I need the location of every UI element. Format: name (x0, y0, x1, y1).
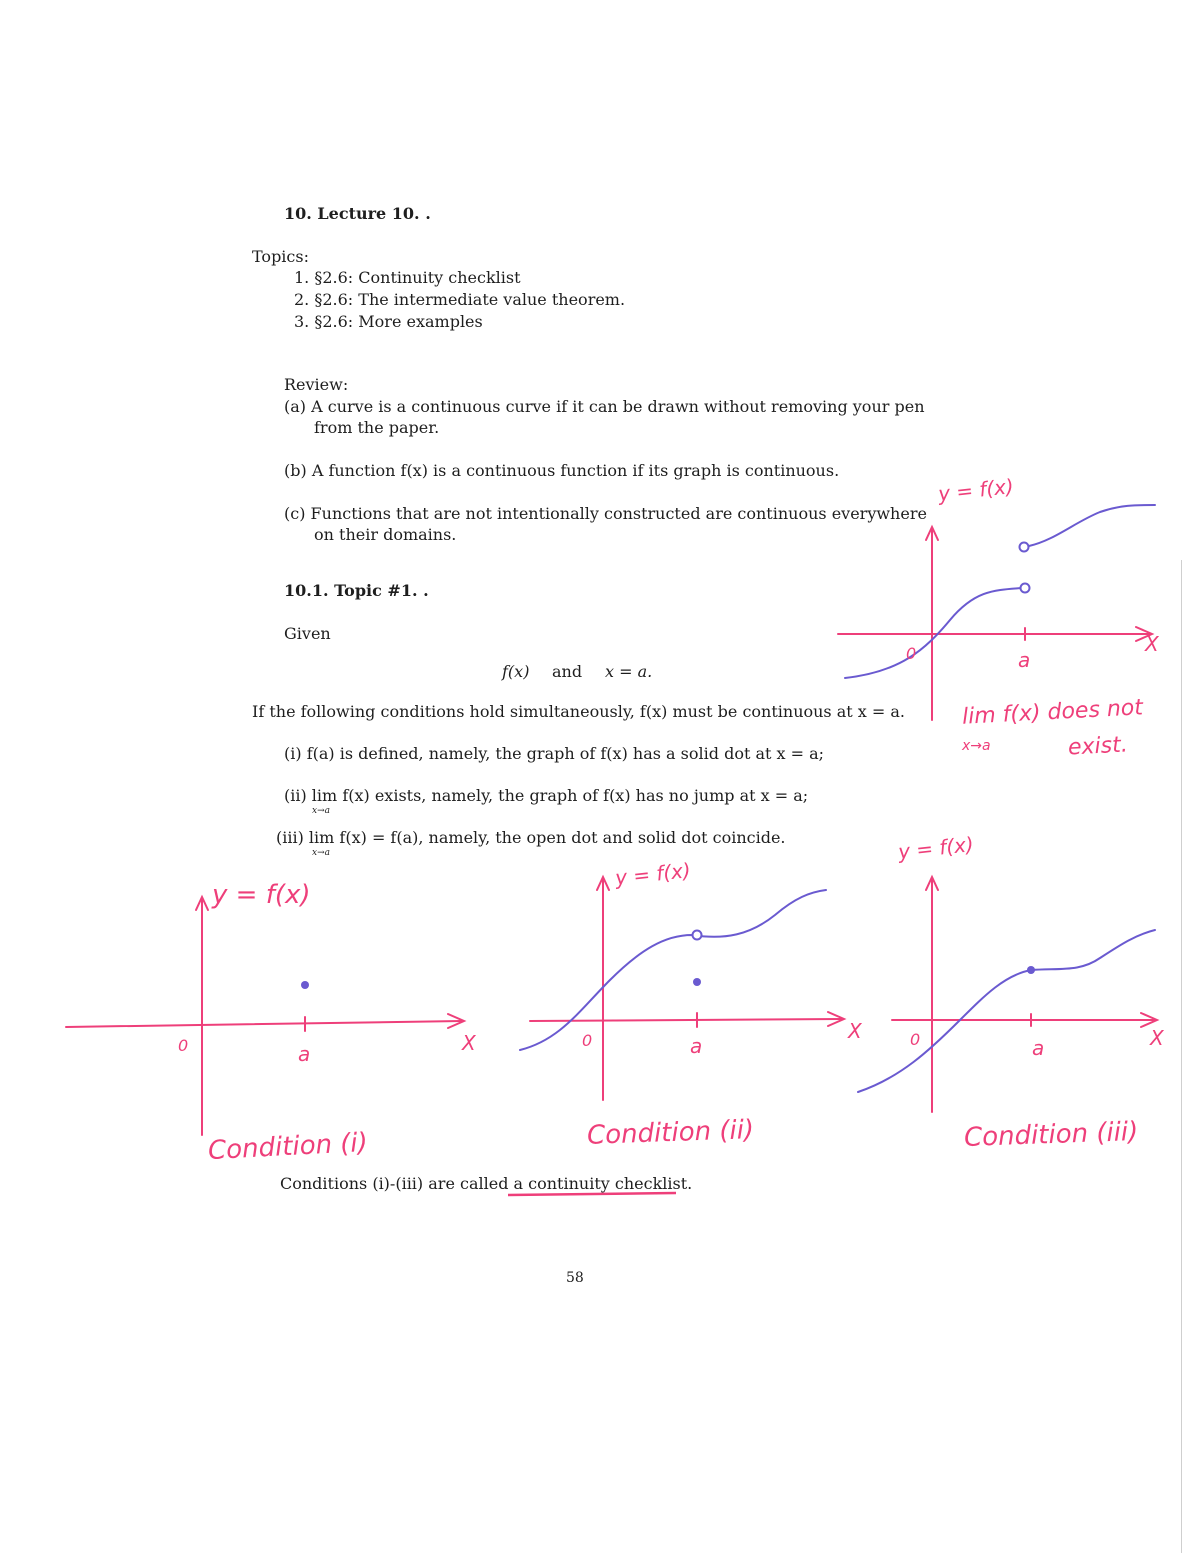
top-x-label: X (1145, 632, 1159, 656)
top-a-label: a (1018, 648, 1031, 672)
formula-f: f(x) (502, 662, 530, 681)
review-b: (b) A function f(x) is a continuous function if its graph is continuous. (284, 461, 840, 480)
condition-iii-lim: (iii) lim (276, 828, 335, 847)
summary-underline (508, 1193, 676, 1195)
g2-origin-label: 0 (582, 1031, 593, 1050)
top-upper-open-dot (1020, 543, 1029, 552)
g1-origin-label: 0 (178, 1036, 189, 1055)
g3-a-label: a (1032, 1036, 1045, 1060)
graph-condition-ii (520, 877, 844, 1100)
g2-graph-label: y = f(x) (613, 858, 692, 890)
condition-iii-subscript: x→a (312, 848, 330, 858)
top-graph (838, 505, 1155, 720)
g2-a-label: a (690, 1034, 703, 1058)
review-c-line1: (c) Functions that are not intentionally constructed are continuous everywhere (284, 504, 927, 523)
g2-curve (520, 890, 826, 1050)
review-a-line2: from the paper. (314, 418, 440, 437)
lecture-heading: 10. Lecture 10. . (284, 204, 431, 223)
conditions-intro: If the following conditions hold simultaneously, f(x) must be continuous at x = a. (252, 702, 906, 721)
lim-note-line1: lim f(x) does not (961, 695, 1144, 730)
g1-x-label: X (462, 1031, 476, 1055)
condition-ii-lim: (ii) lim (284, 786, 338, 805)
g1-graph-label: y = f(x) (212, 880, 311, 910)
review-c-line2: on their domains. (314, 525, 457, 544)
topic-item-1: 1. §2.6: Continuity checklist (294, 268, 521, 287)
top-lower-open-dot (1021, 584, 1030, 593)
summary-term: a continuity checklist. (513, 1174, 693, 1193)
lim-note-line2: exist. (1067, 732, 1129, 761)
section-title: 10.1. Topic #1. . (284, 581, 429, 600)
formula-and: and (552, 662, 583, 681)
g3-origin-label: 0 (910, 1030, 921, 1049)
given-label: Given (284, 624, 331, 643)
g2-x-label: X (848, 1019, 862, 1043)
condition-ii-body: f(x) exists, namely, the graph of f(x) has no jump at x = a; (342, 786, 809, 805)
g3-curve (858, 930, 1155, 1092)
g1-x-axis (66, 1021, 462, 1027)
condition-iii-body: f(x) = f(a), namely, the open dot and solid dot coincide. (339, 828, 786, 847)
formula-x: x = a. (605, 662, 653, 681)
g3-solid-dot (1027, 966, 1035, 974)
topics-label: Topics: (252, 247, 309, 266)
g1-caption: Condition (i) (207, 1127, 369, 1167)
review-label: Review: (284, 375, 349, 394)
condition-i: (i) f(a) is defined, namely, the graph of f(x) has a solid dot at x = a; (284, 744, 825, 763)
g3-caption: Condition (iii) (963, 1116, 1139, 1154)
top-graph-label: y = f(x) (936, 474, 1015, 506)
graph-condition-i (66, 897, 464, 1135)
g3-graph-label: y = f(x) (896, 832, 975, 864)
top-origin-label: 0 (906, 644, 917, 663)
g3-x-label: X (1150, 1026, 1164, 1050)
g2-solid-dot (693, 978, 701, 986)
lim-note-subscript: x→a (962, 738, 991, 754)
topic-item-2: 2. §2.6: The intermediate value theorem. (294, 290, 626, 309)
page-number: 58 (566, 1270, 584, 1286)
top-upper-curve (1029, 505, 1155, 546)
condition-ii-subscript: x→a (312, 806, 330, 816)
g2-caption: Condition (ii) (586, 1115, 755, 1151)
review-a-line1: (a) A curve is a continuous curve if it can be drawn without removing your pen (284, 397, 925, 416)
summary-prefix: Conditions (i)-(iii) are called (280, 1174, 514, 1193)
topic-item-3: 3. §2.6: More examples (294, 312, 483, 331)
graph-condition-iii (858, 877, 1157, 1112)
g2-x-axis (530, 1019, 842, 1021)
g1-solid-dot (301, 981, 309, 989)
g2-open-dot (693, 931, 702, 940)
g1-a-label: a (298, 1042, 311, 1066)
